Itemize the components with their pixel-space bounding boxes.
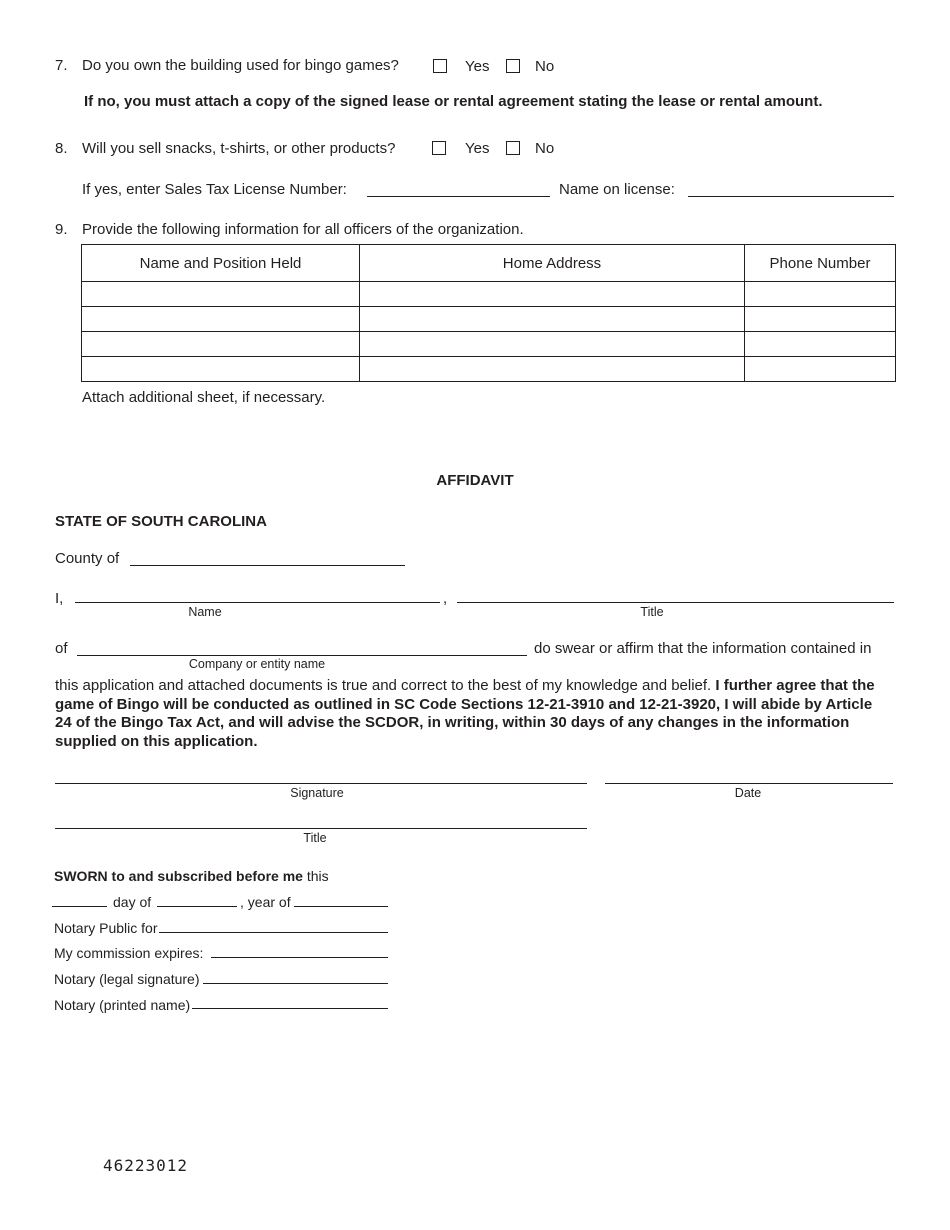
column-header-home-address: Home Address [360, 245, 745, 282]
q8-yes-checkbox[interactable] [432, 141, 446, 155]
day-field[interactable] [52, 906, 107, 907]
q8-yes-label: Yes [465, 140, 490, 157]
officer-address-cell[interactable] [360, 307, 745, 332]
table-row [82, 357, 896, 382]
commission-expires-field[interactable] [211, 957, 388, 958]
month-field[interactable] [157, 906, 237, 907]
commission-expires-label: My commission expires: [54, 945, 204, 961]
sworn-statement-normal: this [306, 868, 329, 884]
q8-no-checkbox[interactable] [506, 141, 520, 155]
signature-field[interactable] [55, 783, 587, 784]
signer-title-field[interactable] [55, 828, 587, 829]
q9-question: Provide the following information for all officers of the organization. [82, 221, 524, 238]
q9-number: 9. [55, 221, 68, 238]
date-field[interactable] [605, 783, 893, 784]
notary-public-for-label: Notary Public for [54, 920, 158, 936]
officer-phone-cell[interactable] [745, 332, 896, 357]
table-row [82, 282, 896, 307]
affiant-title-field[interactable] [457, 602, 894, 603]
officer-name-cell[interactable] [82, 282, 360, 307]
table-row [82, 332, 896, 357]
name-caption: Name [188, 605, 222, 619]
day-of-label: day of [113, 894, 152, 910]
notary-printed-name-label: Notary (printed name) [54, 997, 191, 1013]
q8-no-label: No [535, 140, 555, 157]
form-code: 46223012 [103, 1156, 189, 1175]
year-of-label: , year of [240, 894, 291, 910]
sworn-statement-bold: SWORN to and subscribed before me [54, 868, 303, 884]
q7-number: 7. [55, 57, 68, 74]
q7-yes-label: Yes [465, 58, 490, 75]
affidavit-statement-bold: I further agree that the game of Bingo will be conducted as outlined in SC Code Sections 12-21-3910 and 12-21-3920, I will abide by Article 24 of the Bingo Tax Act, and will advise the SCDOR, in writing, within 30 days of any changes in the information supplied on this application. [55, 677, 875, 750]
state-heading: STATE OF SOUTH CAROLINA [55, 513, 267, 530]
notary-legal-signature-field[interactable] [203, 983, 388, 984]
company-caption: Company or entity name [188, 657, 326, 671]
i-label: I, [55, 590, 64, 607]
comma-separator: , [443, 590, 448, 607]
officer-name-cell[interactable] [82, 357, 360, 382]
table-row [82, 307, 896, 332]
officer-phone-cell[interactable] [745, 307, 896, 332]
affiant-name-field[interactable] [75, 602, 440, 603]
date-caption: Date [734, 786, 762, 800]
q8-question: Will you sell snacks, t-shirts, or other products? [82, 140, 396, 157]
county-label: County of [55, 550, 120, 567]
column-header-phone-number: Phone Number [745, 245, 896, 282]
notary-public-for-field[interactable] [159, 932, 388, 933]
name-on-license-label: Name on license: [559, 181, 675, 198]
affidavit-statement-normal: this application and attached documents is true and correct to the best of my knowledge and belief. [55, 677, 712, 694]
q7-lease-note: If no, you must attach a copy of the signed lease or rental agreement stating the lease or rental amount. [84, 93, 823, 110]
officer-address-cell[interactable] [360, 357, 745, 382]
q7-yes-checkbox[interactable] [433, 59, 447, 73]
sales-tax-license-label: If yes, enter Sales Tax License Number: [82, 181, 347, 198]
officer-address-cell[interactable] [360, 282, 745, 307]
officers-table-header [82, 245, 896, 282]
sales-tax-license-field[interactable] [367, 196, 550, 197]
county-field[interactable] [130, 565, 405, 566]
title-caption: Title [640, 605, 664, 619]
signature-caption: Signature [290, 786, 344, 800]
of-label: of [55, 640, 68, 657]
officers-table [81, 244, 896, 382]
notary-printed-name-field[interactable] [192, 1008, 388, 1009]
attach-sheet-note: Attach additional sheet, if necessary. [82, 389, 326, 406]
q8-number: 8. [55, 140, 68, 157]
affidavit-title: AFFIDAVIT [436, 472, 514, 489]
officer-address-cell[interactable] [360, 332, 745, 357]
affidavit-statement [55, 677, 885, 751]
column-header-name-position: Name and Position Held [82, 245, 360, 282]
company-name-field[interactable] [77, 655, 527, 656]
q7-question: Do you own the building used for bingo games? [82, 57, 399, 74]
q7-no-label: No [535, 58, 555, 75]
officer-name-cell[interactable] [82, 332, 360, 357]
year-field[interactable] [294, 906, 388, 907]
sworn-statement [54, 868, 329, 885]
officer-phone-cell[interactable] [745, 357, 896, 382]
swear-text: do swear or affirm that the information contained in [534, 640, 872, 657]
q7-no-checkbox[interactable] [506, 59, 520, 73]
notary-legal-signature-label: Notary (legal signature) [54, 971, 200, 987]
officer-name-cell[interactable] [82, 307, 360, 332]
officer-phone-cell[interactable] [745, 282, 896, 307]
signer-title-caption: Title [303, 831, 327, 845]
name-on-license-field[interactable] [688, 196, 894, 197]
